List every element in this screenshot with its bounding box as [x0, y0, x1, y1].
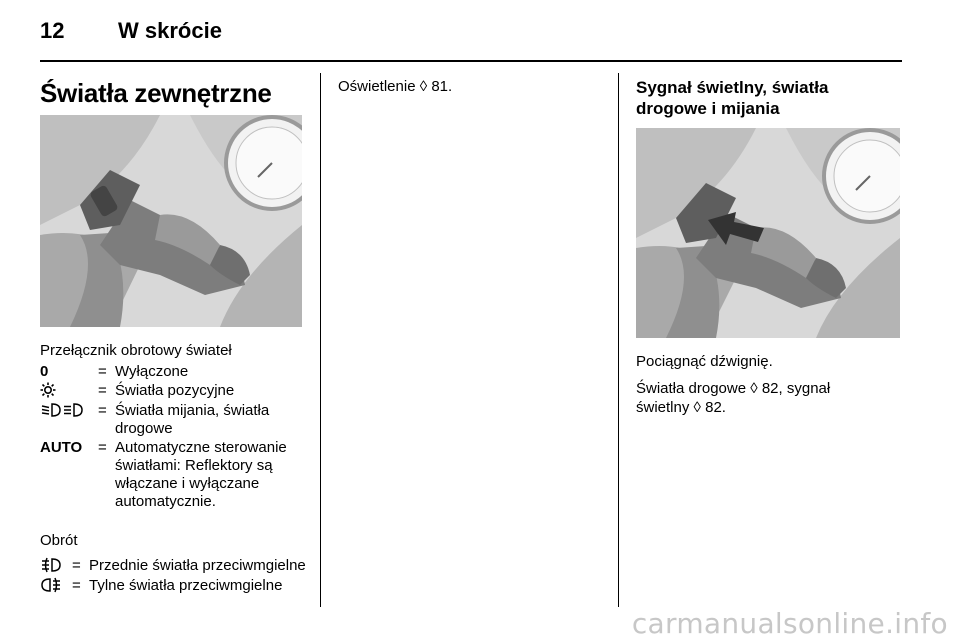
legend-row-rear-fog: = Tylne światła przeciwmgielne: [40, 577, 306, 596]
front-fog-icon: [40, 557, 72, 576]
legend-row-auto: AUTO = Automatyczne sterowanie światłami: Reflektory są włączane i wyłączane automatycznie.: [40, 439, 287, 510]
reference-arrow-icon: ◊: [750, 380, 758, 397]
watermark: carmanualsonline.info: [631, 607, 948, 640]
reference-arrow-icon: ◊: [419, 78, 428, 95]
headlight-reference: Światła drogowe ◊ 82, sygnał świetlny ◊ 82.: [636, 380, 831, 416]
page-header: [40, 18, 222, 48]
headlight-flash-illustration: [636, 128, 900, 338]
light-switch-legend: [40, 363, 306, 511]
caption-switch: Przełącznik obrotowy świateł: [40, 342, 232, 359]
page-number: 12: [40, 18, 65, 43]
column-divider-1: [320, 73, 321, 607]
reference-page-link[interactable]: 82.: [705, 399, 726, 416]
column-lighting-ref: [338, 75, 604, 96]
auto-symbol: AUTO: [40, 439, 83, 456]
caption-pull-lever: Pociągnąć dźwignię.: [636, 353, 773, 370]
rear-fog-icon: [40, 577, 72, 596]
reference-arrow-icon: ◊: [693, 399, 701, 416]
section-title: W skrócie: [118, 18, 222, 43]
light-switch-illustration: [40, 115, 302, 327]
off-symbol: 0: [40, 363, 49, 380]
reference-page-link[interactable]: 82, sygnał: [761, 380, 831, 397]
legend-row-headlights: = Światła mijania, światła drogowe: [40, 402, 306, 438]
rotate-label: Obrót: [40, 532, 78, 549]
column-headlight-flash: [636, 75, 902, 417]
column-exterior-lights: [40, 75, 306, 597]
fog-light-legend: [40, 557, 306, 596]
legend-row-front-fog: = Przednie światła przeciwmgielne: [40, 557, 306, 576]
headlight-icons: [40, 402, 98, 438]
legend-row-sidelights: = Światła pozycyjne: [40, 382, 306, 401]
heading-exterior-lights: Światła zewnętrzne: [40, 78, 272, 108]
reference-page-link[interactable]: 81.: [431, 78, 453, 95]
header-rule: [40, 60, 902, 62]
legend-row-off: 0 = Wyłączone: [40, 363, 189, 380]
column-divider-2: [618, 73, 619, 607]
lighting-reference: Oświetlenie ◊ 81.: [338, 78, 453, 95]
sidelight-icon: [40, 382, 98, 401]
heading-headlight-flash: Sygnał świetlny, światła drogowe i mijania: [636, 78, 829, 118]
